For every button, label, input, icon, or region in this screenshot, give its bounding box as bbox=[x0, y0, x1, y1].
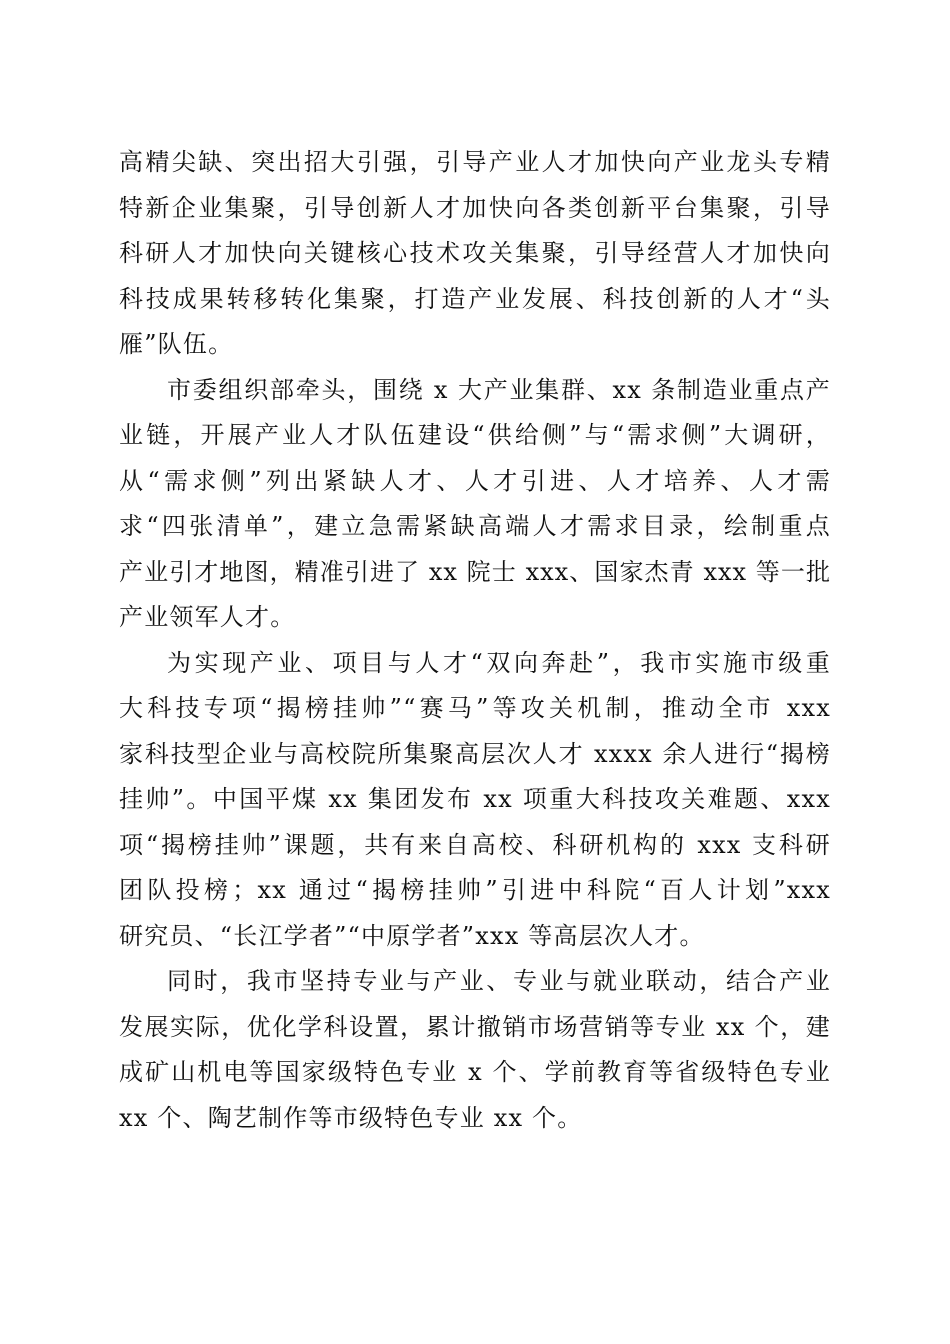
text-line: 求“四张清单”，建立急需紧缺高端人才需求目录，绘制重点 bbox=[119, 512, 831, 540]
text-line: 家科技型企业与高校院所集聚高层次人才 xxxx 余人进行“揭榜 bbox=[119, 739, 831, 768]
text-line: 项“揭榜挂帅”课题，共有来自高校、科研机构的 xxx 支科研 bbox=[119, 830, 831, 859]
text-line: 挂帅”。中国平煤 xx 集团发布 xx 项重大科技攻关难题、xxx bbox=[119, 785, 831, 813]
paragraph-two-way-rush bbox=[119, 641, 831, 960]
text-line: 科研人才加快向关键核心技术攻关集聚，引导经营人才加快向 bbox=[119, 239, 831, 267]
text-line: 从“需求侧”列出紧缺人才、人才引进、人才培养、人才需 bbox=[119, 466, 831, 495]
text-line: 发展实际，优化学科设置，累计撤销市场营销等专业 xx 个，建 bbox=[119, 1012, 831, 1041]
text-line: 产业领军人才。 bbox=[119, 603, 296, 631]
text-line: xx 个、陶艺制作等市级特色专业 xx 个。 bbox=[119, 1103, 583, 1132]
text-line: 同时，我市坚持专业与产业、专业与就业联动，结合产业 bbox=[167, 967, 831, 995]
text-line: 为实现产业、项目与人才“双向奔赴”，我市实施市级重 bbox=[167, 648, 831, 677]
text-line: 成矿山机电等国家级特色专业 x 个、学前教育等省级特色专业 bbox=[119, 1058, 831, 1086]
text-line: 市委组织部牵头，围绕 x 大产业集群、xx 条制造业重点产 bbox=[167, 375, 831, 404]
text-line: 业链，开展产业人才队伍建设“供给侧”与“需求侧”大调研， bbox=[119, 421, 831, 449]
text-line: 产业引才地图，精准引进了 xx 院士 xxx、国家杰青 xxx 等一批 bbox=[119, 557, 831, 586]
document-body bbox=[119, 140, 831, 1141]
text-line: 团队投榜；xx 通过“揭榜挂帅”引进中科院“百人计划”xxx bbox=[119, 876, 831, 904]
paragraph-organization-department bbox=[119, 368, 831, 641]
text-line: 大科技专项“揭榜挂帅”“赛马”等攻关机制，推动全市 xxx bbox=[119, 694, 831, 722]
text-line: 科技成果转移转化集聚，打造产业发展、科技创新的人才“头 bbox=[119, 284, 831, 313]
text-line: 特新企业集聚，引导创新人才加快向各类创新平台集聚，引导 bbox=[119, 193, 831, 222]
text-line: 研究员、“长江学者”“中原学者”xxx 等高层次人才。 bbox=[119, 921, 705, 950]
paragraph-talent-guidance bbox=[119, 140, 831, 368]
text-line: 高精尖缺、突出招大引强，引导产业人才加快向产业龙头专精 bbox=[119, 148, 831, 176]
text-line: 雁”队伍。 bbox=[119, 330, 234, 358]
paragraph-specialty-linkage bbox=[119, 959, 831, 1141]
